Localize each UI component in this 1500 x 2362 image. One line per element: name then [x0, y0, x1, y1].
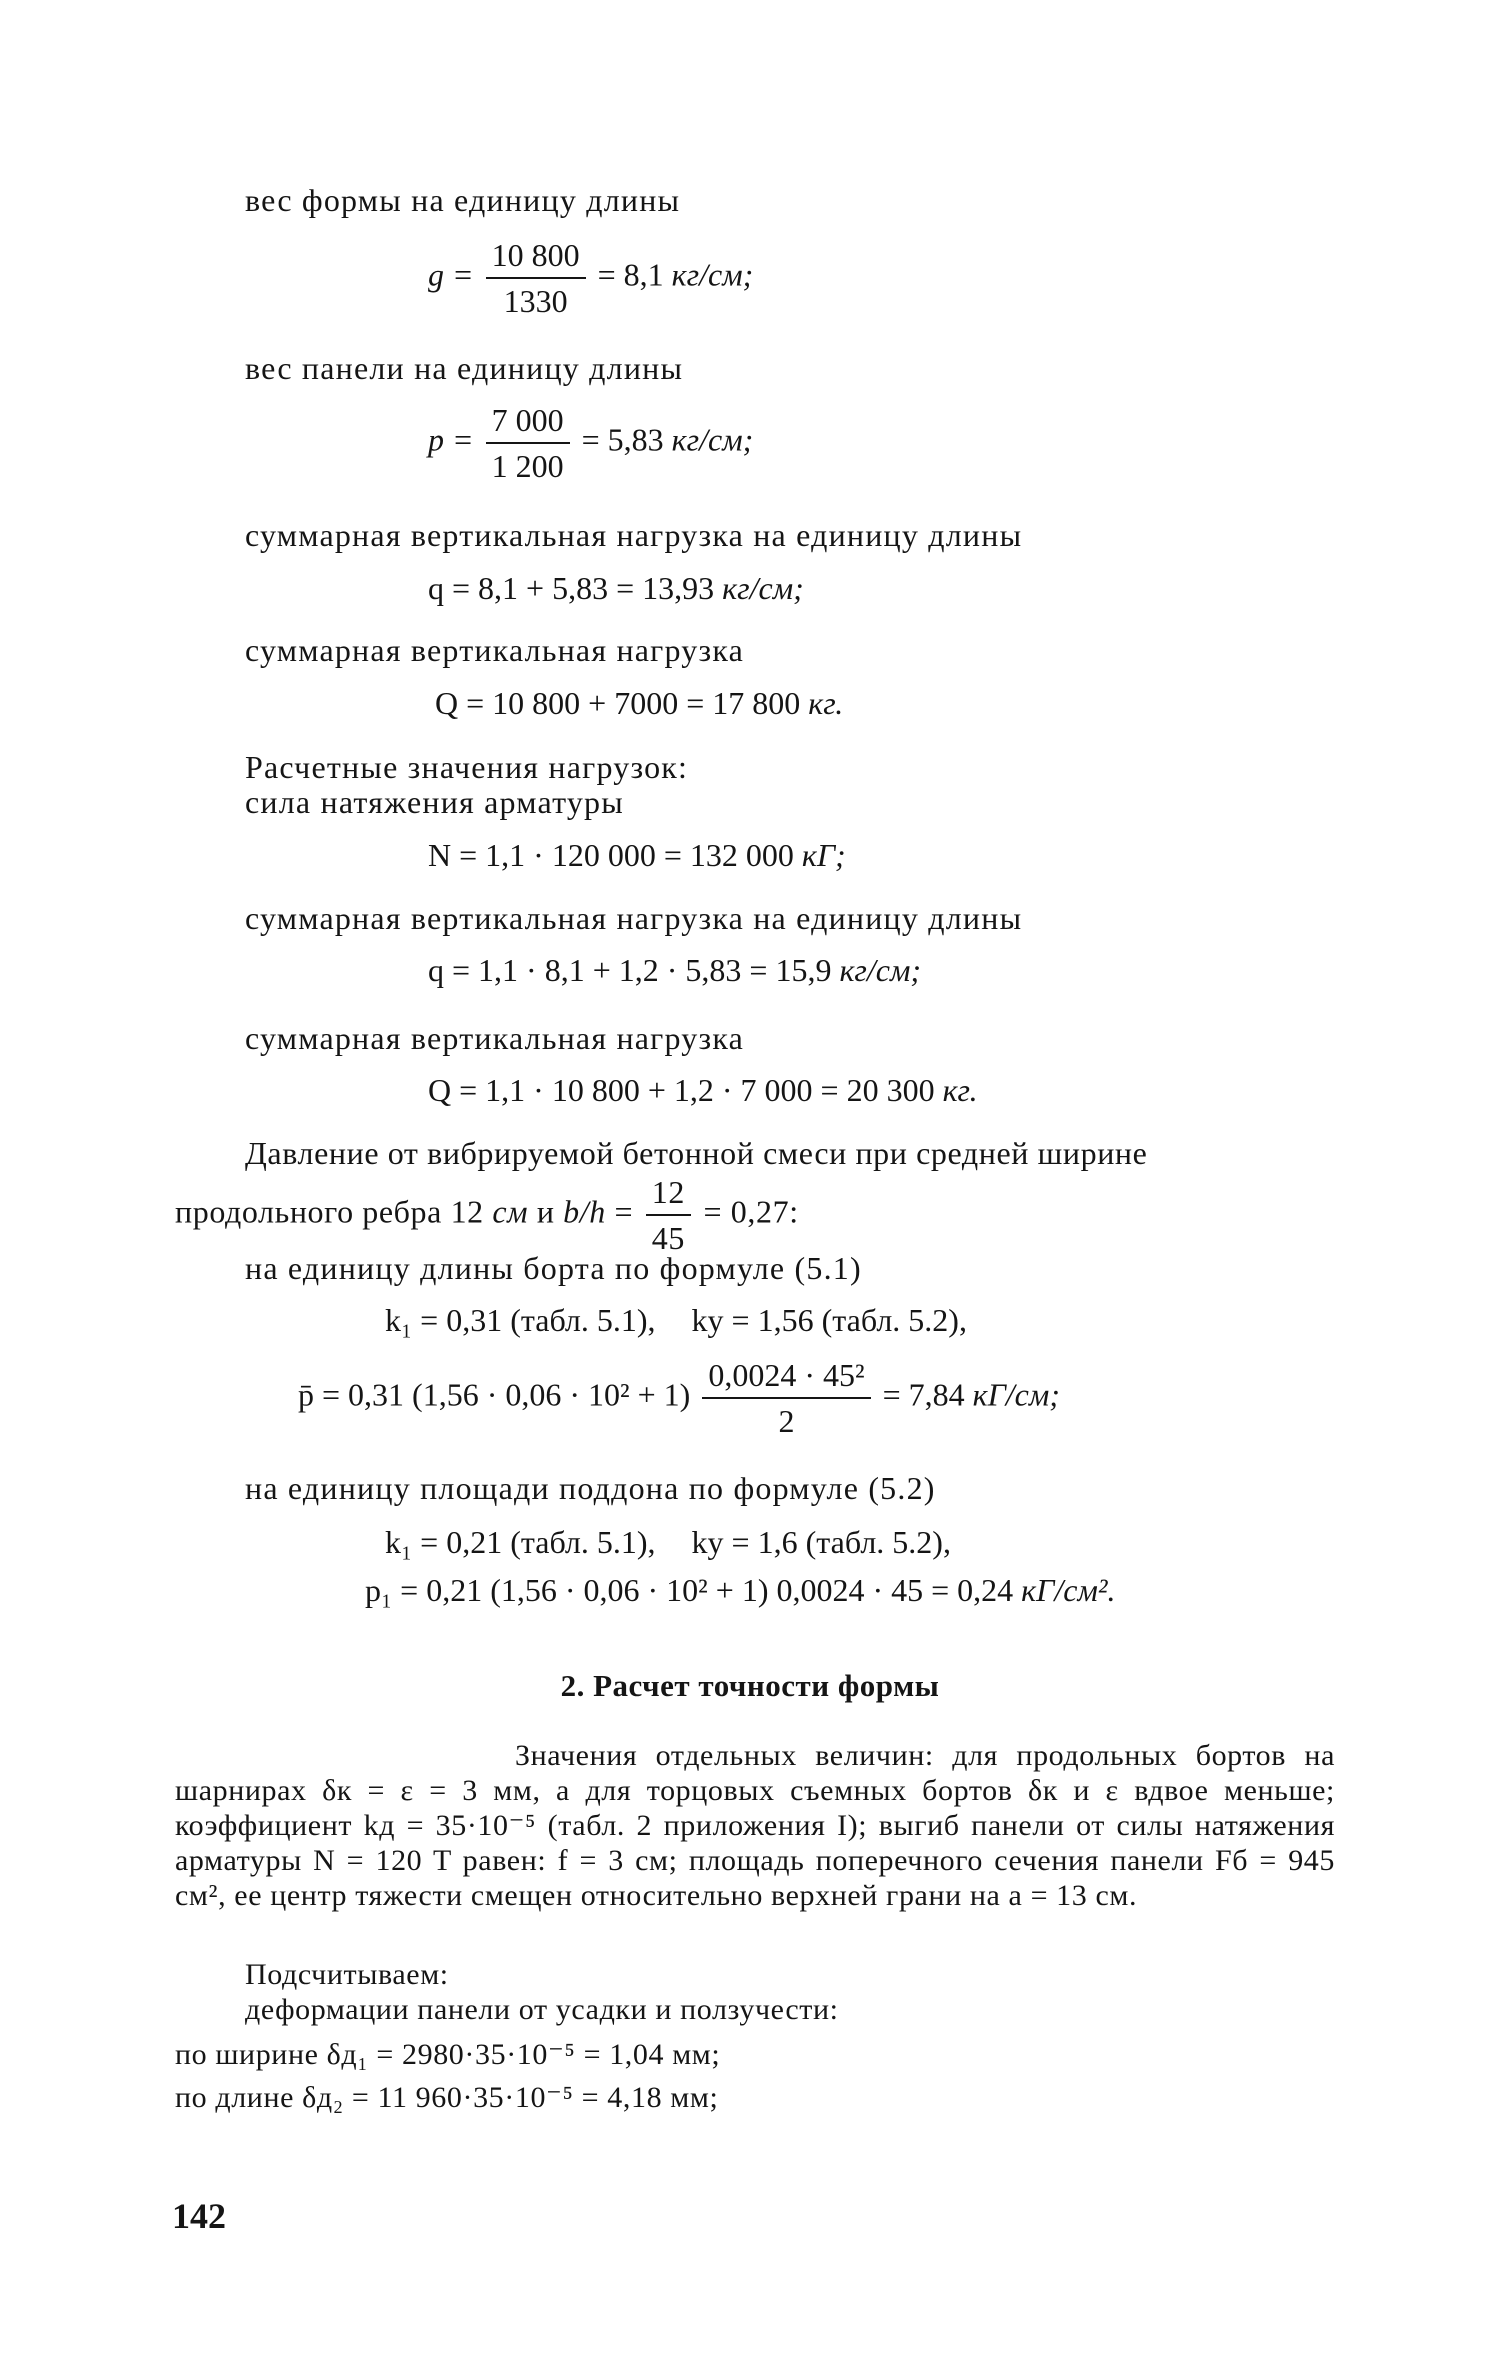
formula-part: kу = 1,56 (табл. 5.2),	[691, 1302, 967, 1338]
formula-part: kу = 1,6 (табл. 5.2),	[691, 1524, 951, 1560]
fraction-denominator: 45	[651, 1220, 685, 1256]
text-fragment: продольного ребра 12	[175, 1193, 484, 1230]
fraction	[486, 235, 586, 321]
unit: см	[492, 1193, 529, 1230]
fraction	[486, 400, 570, 486]
unit: кГ;	[801, 837, 846, 873]
body-paragraph	[175, 1738, 1335, 1913]
formula-body: Q = 1,1 · 10 800 + 1,2 · 7 000 = 20 300	[428, 1072, 935, 1108]
text-line: Подсчитываем:	[245, 1958, 449, 1991]
formula-k-row-2	[385, 1522, 951, 1562]
formula-N	[428, 835, 846, 875]
text-line: Давление от вибрируемой бетонной смеси при средней ширине	[245, 1135, 1148, 1171]
formula-lhs: p̄ = 0,31 (1,56 · 0,06 · 10² + 1)	[298, 1376, 691, 1413]
paragraph-text: Значения отдельных величин: для продольных бортов на шарнирах δк = ε = 3 мм, а для торцовых съемных бортов δк и ε вдвое меньше; коэффициент kд = 35·10⁻⁵ (табл. 2 приложения I); выгиб панели от силы натяжения арматуры N = 120 T равен: f = 3 см; площадь поперечного сечения панели Fб = 945 см², ее центр тяжести смещен относительно верхней грани на a = 13 см.	[175, 1739, 1335, 1912]
fraction	[646, 1172, 691, 1258]
text-line: на единицу длины борта по формуле (5.1)	[245, 1250, 862, 1286]
text-line: суммарная вертикальная нагрузка на единицу длины	[245, 900, 1023, 936]
unit: кг/см;	[671, 421, 754, 458]
text-line: на единицу площади поддона по формуле (5.2)	[245, 1470, 936, 1506]
unit: кг.	[808, 685, 844, 721]
fraction-numerator: 10 800	[486, 235, 586, 279]
text-fragment: = 0,27:	[703, 1193, 799, 1230]
math-symbol: b/h	[563, 1193, 606, 1230]
formula-pbar	[298, 1355, 1060, 1441]
section-title: 2. Расчет точности формы	[560, 1668, 940, 1703]
unit: кг.	[942, 1072, 978, 1108]
text-line: суммарная вертикальная нагрузка	[245, 632, 744, 668]
fraction-denominator: 1 200	[491, 448, 564, 484]
formula-body: q = 1,1 · 8,1 + 1,2 · 5,83 = 15,9	[428, 952, 832, 988]
fraction-numerator: 0,0024 · 45²	[702, 1355, 870, 1399]
text-fragment: и	[536, 1193, 555, 1230]
formula-part: k₁ = 0,21 (табл. 5.1),	[385, 1524, 656, 1560]
fraction	[702, 1355, 870, 1441]
fraction-denominator: 2	[778, 1403, 795, 1439]
text-line: по ширине δд₁ = 2980·35·10⁻⁵ = 1,04 мм;	[175, 2038, 721, 2071]
text-line: суммарная вертикальная нагрузка на единицу длины	[245, 517, 1023, 553]
formula-lhs: p =	[428, 421, 474, 458]
text-line: вес формы на единицу длины	[245, 182, 681, 218]
formula-body: p₁ = 0,21 (1,56 · 0,06 · 10² + 1) 0,0024 · 45 = 0,24	[365, 1572, 1014, 1608]
fraction-denominator: 1330	[503, 283, 568, 319]
formula-rhs: = 7,84	[882, 1376, 965, 1413]
unit: кг/см;	[671, 256, 754, 293]
fraction-numerator: 7 000	[486, 400, 570, 444]
formula-body: Q = 10 800 + 7000 = 17 800	[435, 685, 801, 721]
formula-k-row-1	[385, 1300, 967, 1340]
text-line: продольного ребра 12 см и b/h = $\frac{12}{45}$ = 0,27:	[175, 1174, 799, 1256]
text-line: вес панели на единицу длины	[245, 350, 684, 386]
formula-lhs: g =	[428, 256, 474, 293]
formula-rhs: = 8,1	[597, 256, 664, 293]
formula-rhs: = 5,83	[581, 421, 664, 458]
formula-body: q = 8,1 + 5,83 = 13,93	[428, 570, 715, 606]
formula-p	[428, 400, 753, 486]
text-line: суммарная вертикальная нагрузка	[245, 1020, 744, 1056]
formula-part: k₁ = 0,31 (табл. 5.1),	[385, 1302, 656, 1338]
page-number: 142	[172, 2196, 226, 2236]
formula-Q1	[435, 683, 843, 723]
formula-q2	[428, 950, 921, 990]
formula-p1	[365, 1570, 1115, 1610]
text-line: Расчетные значения нагрузок:	[245, 749, 689, 785]
unit: кГ/см².	[1021, 1572, 1116, 1608]
text-line: сила натяжения арматуры	[245, 784, 624, 820]
formula-Q2	[428, 1070, 978, 1110]
unit: кг/см;	[839, 952, 922, 988]
formula-g	[428, 235, 753, 321]
fraction-numerator: 12	[646, 1172, 691, 1216]
text-line: деформации панели от усадки и ползучести:	[245, 1993, 839, 2026]
text-line: по длине δд₂ = 11 960·35·10⁻⁵ = 4,18 мм;	[175, 2081, 719, 2114]
unit: кг/см;	[722, 570, 804, 606]
formula-body: N = 1,1 · 120 000 = 132 000	[428, 837, 794, 873]
formula-q1	[428, 568, 804, 608]
unit: кГ/см;	[972, 1376, 1060, 1413]
